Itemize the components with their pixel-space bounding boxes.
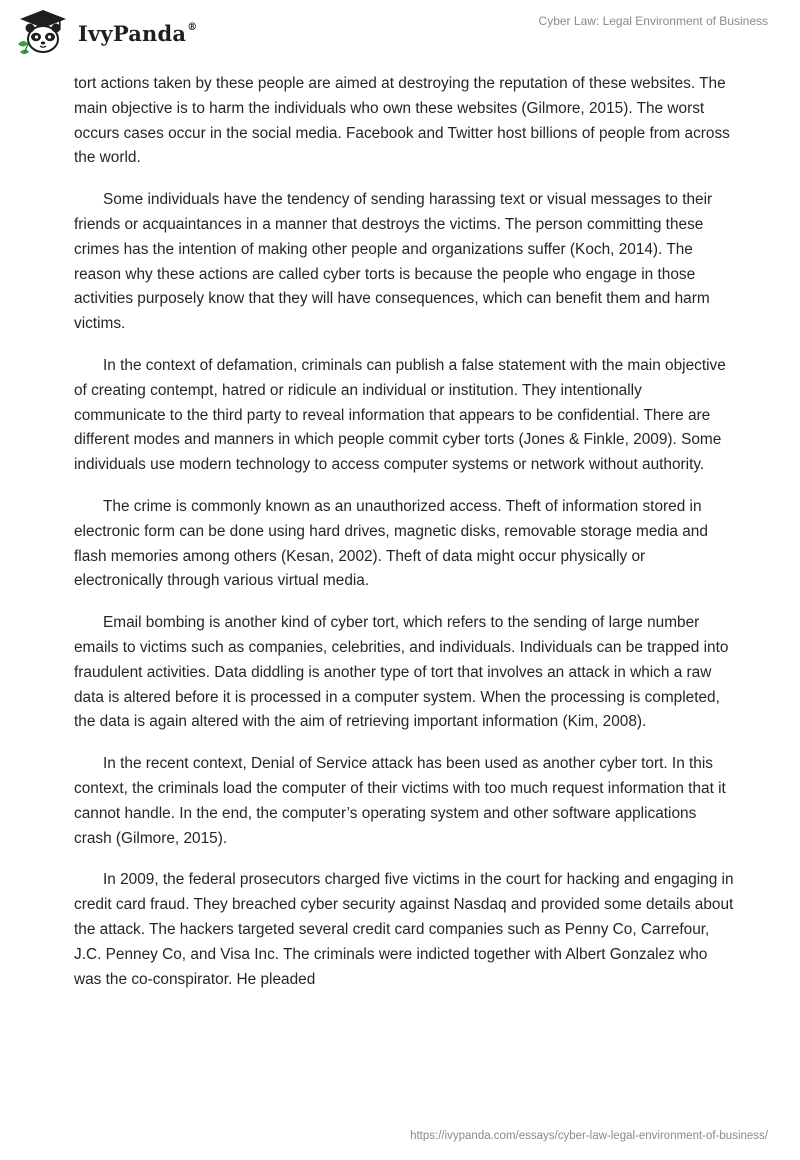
paragraph-6: In the recent context, Denial of Service attack has been used as another cyber tort. In this context, the criminals load the computer of their victims with too much request information that it cannot handle. In the end, the computer’s operating system and other software applications crash (Gilmore, 2015). [74,755,726,847]
paragraph-7: In 2009, the federal prosecutors charged five victims in the court for hacking and engaging in credit card fraud. They breached cyber security against Nasdaq and provided some details about the attack. The hackers targeted several credit card companies such as Penny Co, Carrefour, J.C. Penney Co, and Visa Inc. The criminals were indicted together with Albert Gonzalez who was the co-conspirator. He pleaded [74,871,734,988]
document-title: Cyber Law: Legal Environment of Business [538,14,768,28]
panda-mascot-icon [14,8,72,56]
paragraph-3: In the context of defamation, criminals can publish a false statement with the main objective of creating contempt, hatred or ridicule an individual or institution. They intentionally communicate to the third party to reveal information that appears to be confidential. There are different modes and manners in which people commit cyber torts (Jones & Finkle, 2009). Some individuals use modern technology to access computer systems or network without authority. [74,356,726,474]
ivypanda-logo[interactable] [14,8,197,56]
source-url-link[interactable]: https://ivypanda.com/essays/cyber-law-legal-environment-of-business/ [410,1130,768,1142]
paragraph-2: Some individuals have the tendency of sending harassing text or visual messages to their friends or acquaintances in a manner that destroys the victims. The person committing these crimes has the intention of making other people and organizations suffer (Koch, 2014). The reason why these actions are called cyber torts is because the people who engage in those activities purposely know that they will have consequences, which can benefit them and harm victims. [74,191,713,333]
paragraph-4: The crime is commonly known as an unauthorized access. Theft of information stored in electronic form can be done using hard drives, magnetic disks, removable storage media and flash memories among others (Kesan, 2002). Theft of data might occur physically or electronically through various virtual media. [74,497,708,590]
page-header [0,0,800,70]
essay-body [74,72,734,1009]
paragraph-1: tort actions taken by these people are aimed at destroying the reputation of these websites. The main objective is to harm the individuals who own these websites (Gilmore, 2015). The worst occurs cases occur in the social media. Facebook and Twitter host billions of people from across the world. [74,75,730,167]
brand-name: IvyPanda® [78,20,198,46]
paragraph-5: Email bombing is another kind of cyber tort, which refers to the sending of large number emails to victims such as companies, celebrities, and individuals. Individuals can be trapped into fraudulent activities. Data diddling is another type of tort that involves an attack in which a raw data is altered before it is processed in a computer system. When the processing is completed, the data is again altered with the aim of retrieving important information (Kim, 2008). [74,614,729,731]
